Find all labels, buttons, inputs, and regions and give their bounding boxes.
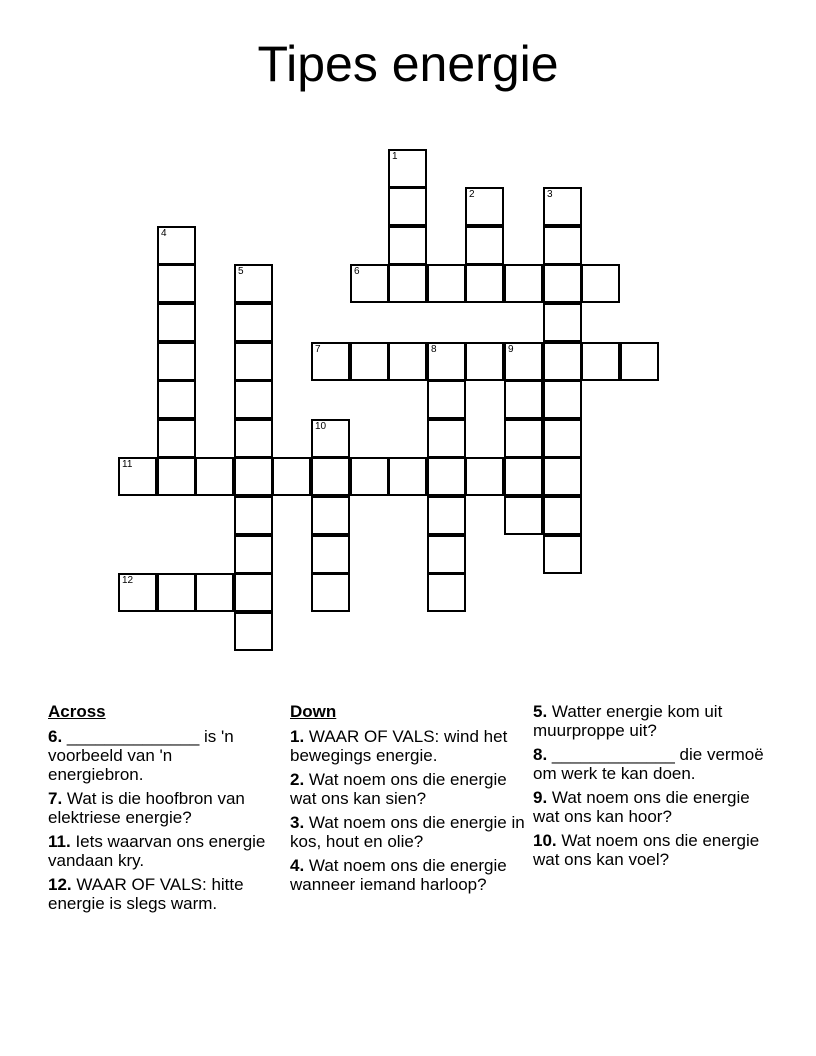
grid-cell[interactable] [543,380,582,419]
clue-down-4: 4. Wat noem ons die energie wanneer iemand harloop? [290,856,507,894]
grid-cell[interactable] [157,303,196,342]
grid-cell[interactable] [427,535,466,574]
grid-cell[interactable] [311,419,350,458]
grid-cell[interactable] [504,457,543,496]
clue-number: 12 [122,575,134,586]
grid-cell[interactable] [504,342,543,381]
clue-number: 11 [122,459,133,470]
grid-cell[interactable] [195,573,234,612]
grid-cell[interactable] [157,419,196,458]
clue-number: 7 [315,344,321,355]
grid-cell[interactable] [427,457,466,496]
grid-cell[interactable] [234,419,273,458]
grid-cell[interactable] [504,496,543,535]
grid-cell[interactable] [465,187,504,226]
grid-cell[interactable] [272,457,311,496]
grid-cell[interactable] [234,457,273,496]
grid-cell[interactable] [311,496,350,535]
clue-across-7: 7. Wat is die hoofbron van elektriese energie? [48,789,245,827]
grid-cell[interactable] [504,380,543,419]
clue-number: 4 [161,228,167,239]
grid-cell[interactable] [118,573,157,612]
grid-cell[interactable] [465,342,504,381]
clue-number: 8 [431,344,437,355]
grid-cell[interactable] [157,226,196,265]
clue-down-3: 3. Wat noem ons die energie in kos, hout en olie? [290,813,525,851]
grid-cell[interactable] [388,264,427,303]
clue-down-2: 2. Wat noem ons die energie wat ons kan sien? [290,770,507,808]
grid-cell[interactable] [350,457,389,496]
grid-cell[interactable] [543,226,582,265]
grid-cell[interactable] [543,457,582,496]
clue-number: 9 [508,344,514,355]
grid-cell[interactable] [157,342,196,381]
clue-down-10: 10. Wat noem ons die energie wat ons kan voel? [533,831,760,869]
grid-cell[interactable] [234,573,273,612]
grid-cell[interactable] [543,342,582,381]
grid-cell[interactable] [620,342,659,381]
grid-cell[interactable] [465,264,504,303]
clue-down-5: 5. Watter energie kom uit muurproppe uit? [533,702,723,740]
down-heading: Down [290,702,337,721]
grid-cell[interactable] [311,342,350,381]
down-clues-col1 [290,702,526,899]
grid-cell[interactable] [118,457,157,496]
grid-cell[interactable] [388,149,427,188]
grid-cell[interactable] [543,303,582,342]
grid-cell[interactable] [427,342,466,381]
grid-cell[interactable] [504,264,543,303]
clue-number: 1 [392,151,398,162]
grid-cell[interactable] [234,264,273,303]
grid-cell[interactable] [388,342,427,381]
grid-cell[interactable] [234,496,273,535]
grid-cell[interactable] [234,303,273,342]
grid-cell[interactable] [465,457,504,496]
clue-number: 2 [469,189,475,200]
grid-cell[interactable] [350,342,389,381]
grid-cell[interactable] [427,496,466,535]
clue-down-8: 8. _____________ die vermoë om werk te kan doen. [533,745,764,783]
grid-cell[interactable] [234,535,273,574]
clue-down-1: 1. WAAR OF VALS: wind het bewegings energie. [290,727,508,765]
grid-cell[interactable] [543,264,582,303]
clue-number: 3 [547,189,553,200]
grid-cell[interactable] [465,226,504,265]
clue-across-11: 11. Iets waarvan ons energie vandaan kry. [48,832,266,870]
grid-cell[interactable] [311,457,350,496]
grid-cell[interactable] [543,496,582,535]
grid-cell[interactable] [311,573,350,612]
grid-cell[interactable] [350,264,389,303]
grid-cell[interactable] [581,264,620,303]
grid-cell[interactable] [504,419,543,458]
grid-cell[interactable] [427,573,466,612]
grid-cell[interactable] [157,457,196,496]
puzzle-title: Tipes energie [257,36,559,92]
clue-across-12: 12. WAAR OF VALS: hitte energie is slegs warm. [48,875,244,913]
grid-cell[interactable] [234,612,273,651]
grid-cell[interactable] [543,535,582,574]
grid-cell[interactable] [195,457,234,496]
grid-cell[interactable] [543,419,582,458]
grid-cell[interactable] [427,419,466,458]
grid-cell[interactable] [427,380,466,419]
clue-across-6: 6. ______________ is 'n voorbeeld van 'n energiebron. [48,727,234,784]
grid-cell[interactable] [543,187,582,226]
grid-cell[interactable] [388,457,427,496]
grid-cell[interactable] [388,226,427,265]
grid-cell[interactable] [311,535,350,574]
down-clues-col2 [533,702,773,874]
clue-down-9: 9. Wat noem ons die energie wat ons kan hoor? [533,788,750,826]
grid-cell[interactable] [388,187,427,226]
grid-cell[interactable] [157,380,196,419]
clue-number: 6 [354,266,360,277]
grid-cell[interactable] [581,342,620,381]
grid-cell[interactable] [234,342,273,381]
grid-cell[interactable] [157,264,196,303]
across-clues [48,702,268,918]
grid-cell[interactable] [157,573,196,612]
across-heading: Across [48,702,106,721]
clue-number: 10 [315,421,327,432]
clue-number: 5 [238,266,244,277]
grid-cell[interactable] [427,264,466,303]
grid-cell[interactable] [234,380,273,419]
